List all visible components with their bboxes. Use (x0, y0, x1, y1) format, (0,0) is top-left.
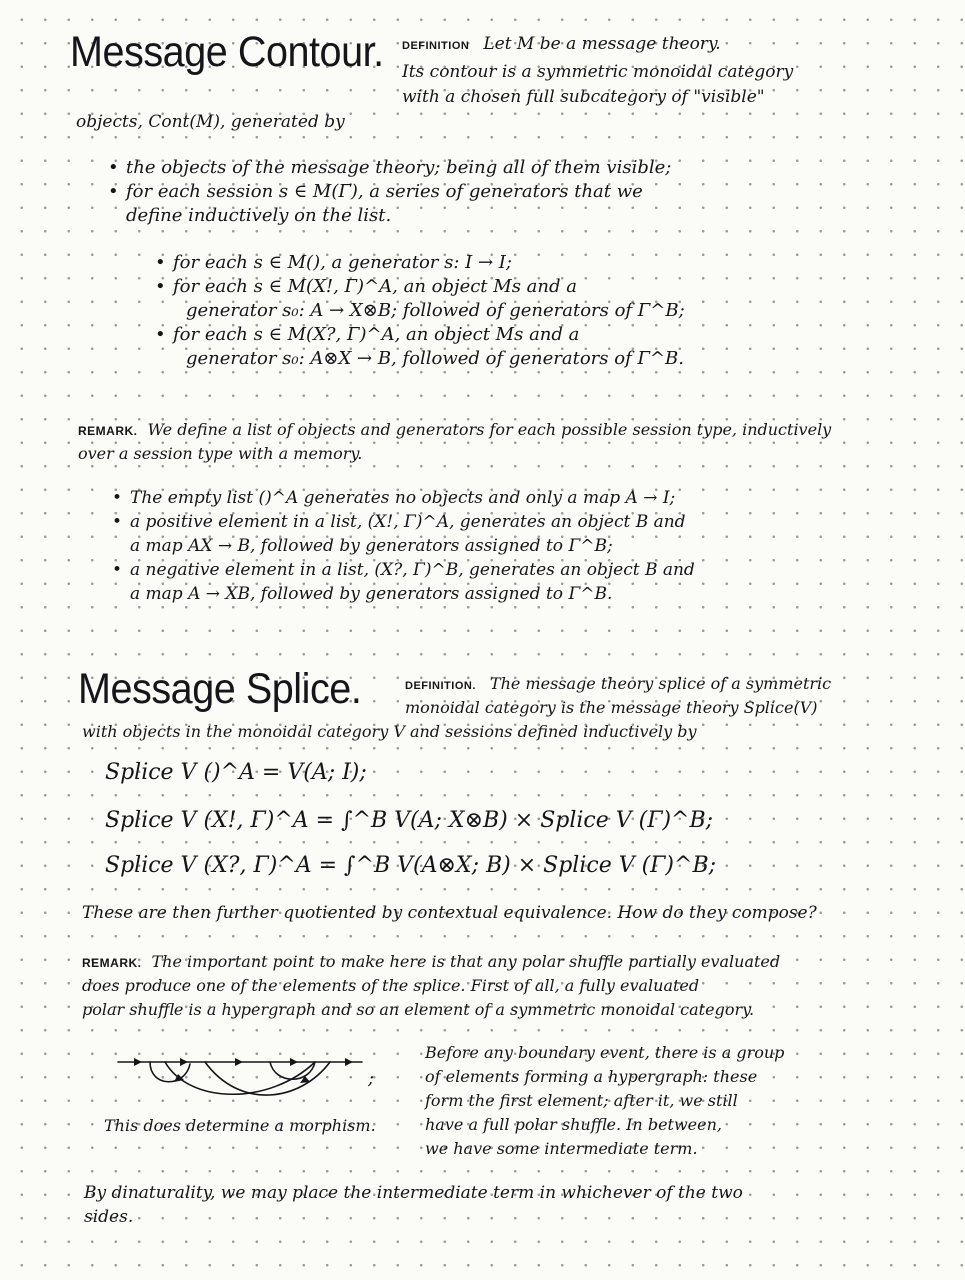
contour-sub-bullet: • for each s ∈ M(), a generator s: I → I; (155, 252, 512, 273)
contour-title: Message Contour. (70, 28, 384, 76)
side-note-line: form the first element; after it, we still (425, 1091, 738, 1110)
contour-remark-label: REMARK. (78, 424, 138, 438)
diagram-arrowhead (180, 1058, 188, 1066)
splice-formula-positive: Splice V (X!, Γ)^A = ∫^B V(A; X⊗B) × Splice V (Γ)^B; (105, 808, 714, 833)
side-note-line: we have some intermediate term. (425, 1139, 698, 1158)
contour-remark (78, 420, 831, 439)
contour-bullet-continuation: define inductively on the list. (126, 205, 392, 226)
splice-question: These are then further quotiented by contextual equivalence. How do they compose? (82, 903, 817, 923)
contour-definition (402, 34, 721, 54)
splice-remark-line1: The important point to make here is that any polar shuffle partially evaluated (151, 952, 781, 971)
diagram-semicolon: ; (368, 1068, 375, 1089)
splice-definition (405, 674, 831, 693)
side-note-line: Before any boundary event, there is a group (425, 1043, 785, 1062)
contour-sub-bullet-continuation: generator s₀: A⊗X → B, followed of generators of Γ^B. (186, 348, 684, 369)
contour-sub-bullet: • for each s ∈ M(X!, Γ)^A, an object Ms and a (155, 276, 577, 297)
closing-line1: By dinaturality, we may place the intermediate term in whichever of the two (84, 1183, 743, 1203)
splice-formula-negative: Splice V (X?, Γ)^A = ∫^B V(A⊗X; B) × Splice V (Γ)^B; (105, 853, 717, 878)
contour-def-line2: Its contour is a symmetric monoidal category (402, 62, 794, 82)
contour-sub-bullet-continuation: generator s₀: A → X⊗B; followed of generators of Γ^B; (186, 300, 685, 321)
remark-bullet-continuation: a map AX → B, followed by generators assigned to Γ^B; (130, 536, 613, 556)
contour-remark-line1: We define a list of objects and generators for each possible session type, inductively (147, 420, 832, 439)
remark-bullet: • a positive element in a list, (X!, Γ)^A, generates an object B and (112, 512, 686, 532)
diagram-arc-cross-b (205, 1062, 330, 1095)
splice-def-line3: with objects in the monoidal category V and sessions defined inductively by (82, 722, 697, 741)
remark-bullet: • The empty list ()^A generates no objects and only a map A → I; (112, 488, 676, 508)
splice-def-line1: The message theory splice of a symmetric (489, 674, 832, 693)
diagram-caption: This does determine a morphism. (104, 1116, 376, 1135)
side-note-line: have a full polar shuffle. In between, (425, 1115, 722, 1134)
contour-remark-line2: over a session type with a memory. (78, 444, 363, 463)
polar-shuffle-diagram (110, 1040, 370, 1110)
splice-def-line2: monoidal category is the message theory Splice(V) (405, 698, 818, 717)
contour-def-line4: objects, Cont(M), generated by (76, 112, 345, 132)
splice-remark (82, 952, 780, 971)
diagram-loop-left (150, 1062, 190, 1082)
remark-bullet: • a negative element in a list, (X?, Γ)^B, generates an object B and (112, 560, 695, 580)
remark-bullet-continuation: a map A → XB, followed by generators assigned to Γ^B. (130, 584, 613, 604)
diagram-arrowhead (134, 1058, 142, 1066)
diagram-arrowhead (235, 1058, 243, 1066)
contour-bullet: • the objects of the message theory; being all of them visible; (108, 157, 672, 178)
contour-sub-bullet: • for each s ∈ M(X?, Γ)^A, an object Ms and a (155, 324, 580, 345)
splice-definition-label: DEFINITION. (405, 680, 476, 692)
splice-remark-line3: polar shuffle is a hypergraph and so an element of a symmetric monoidal category. (82, 1000, 755, 1019)
contour-definition-label: DEFINITION (402, 40, 470, 52)
closing-line2: sides. (84, 1207, 134, 1227)
splice-remark-label: REMARK. (82, 956, 142, 970)
diagram-arrowhead (290, 1058, 298, 1066)
splice-remark-line2: does produce one of the elements of the splice. First of all, a fully evaluated (82, 976, 700, 995)
contour-def-line1: Let M be a message theory. (483, 34, 721, 54)
contour-def-line3: with a chosen full subcategory of "visible" (402, 87, 765, 107)
splice-formula-empty: Splice V ()^A = V(A; I); (105, 760, 367, 785)
side-note-line: of elements forming a hypergraph: these (425, 1067, 758, 1086)
diagram-arrowhead (345, 1058, 353, 1066)
splice-title: Message Splice. (78, 665, 362, 713)
contour-bullet: • for each session s ∈ M(Γ), a series of generators that we (108, 181, 643, 202)
